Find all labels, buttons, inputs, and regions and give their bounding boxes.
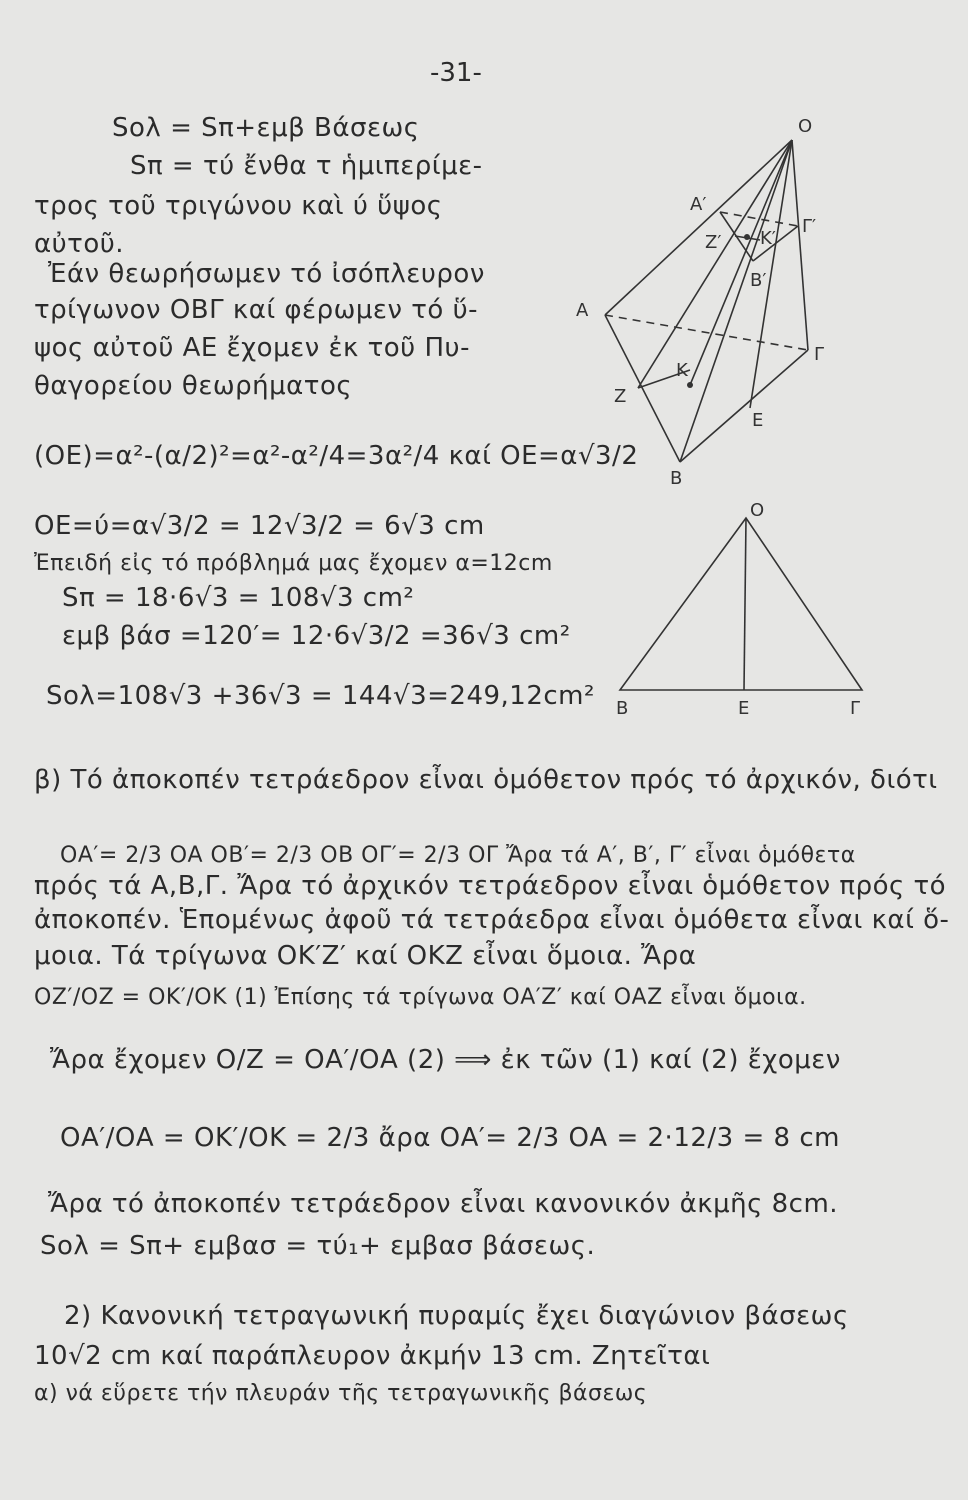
triangle-label-o: Ο [750,500,765,521]
text-line-given-a: Ἐπειδή εἰς τό πρόβλημά μας ἔχομεν α=12cm [34,551,553,576]
text-line-5: Ἐάν θεωρήσωμεν τό ἰσόπλευρον [48,259,485,289]
text-line-3: τρος τοῦ τριγώνου καὶ ύ ὕψος [34,191,443,221]
tetrahedron-figure [570,110,860,500]
formula-homothety: ΟΑ′= 2/3 ΟΑ ΟΒ′= 2/3 ΟΒ ΟΓ′= 2/3 ΟΓ Ἄρα τά Α′, Β′, Γ′ εἶναι ὁμόθετα [60,843,856,868]
text-line-edge-8cm: Ἄρα τό ἀποκοπέν τετράεδρον εἶναι κανονικόν ἀκμῆς 8cm. [48,1189,839,1219]
triangle-label-e: Ε [738,698,750,719]
triangle-figure [600,500,870,720]
label-k-prime: Κ′ [760,228,776,249]
formula-oe: ΟΕ=ύ=α√3/2 = 12√3/2 = 6√3 cm [34,511,485,541]
label-g: Γ [814,344,825,365]
problem-2-line-1: 2) Κανονική τετραγωνική πυραμίς ἔχει διαγώνιον βάσεως [64,1301,849,1331]
text-line-1: Sολ = Sπ+εμβ Βάσεως [112,113,420,143]
formula-ratio-2: Ἄρα ἔχομεν Ο/Ζ = ΟΑ′/ΟΑ (2) ⟹ ἐκ τῶν (1) καί (2) ἔχομεν [50,1045,841,1075]
formula-s-total-2: Sολ = Sπ+ εμβασ = τύ₁+ εμβασ βάσεως. [40,1231,596,1261]
problem-2-line-2: 10√2 cm καί παράπλευρον ἀκμήν 13 cm. Ζητεῖται [34,1341,711,1371]
text-line-19: μοια. Τά τρίγωνα ΟΚ′Ζ′ καί ΟΚΖ εἶναι ὅμοια. Ἄρα [34,941,697,971]
text-line-6: τρίγωνον ΟΒΓ καί φέρωμεν τό ὕ- [34,295,479,325]
label-b-prime: Β′ [750,270,767,291]
text-line-part-b: β) Τό ἀποκοπέν τετράεδρον εἶναι ὁμόθετον πρός τό ἀρχικόν, διότι [34,765,938,795]
formula-s-total: Sολ=108√3 +36√3 = 144√3=249,12cm² [46,681,595,711]
label-a: Α [576,300,589,321]
text-line-4: αὐτοῦ. [34,229,125,259]
text-line-7: ψος αὐτοῦ ΑΕ ἔχομεν ἐκ τοῦ Πυ- [34,333,470,363]
page-number: -31- [430,58,482,88]
label-a-prime: Α′ [690,194,707,215]
label-k: Κ [676,360,688,381]
formula-oe-squared: (ΟΕ)=α²-(α/2)²=α²-α²/4=3α²/4 καί ΟΕ=α√3/2 [34,441,639,471]
text-line-18: ἀποκοπέν. Ἑπομένως ἀφοῦ τά τετράεδρα εἶναι ὁμόθετα εἶναι καί ὅ- [34,905,950,935]
formula-sp: Sπ = 18·6√3 = 108√3 cm² [62,583,415,613]
formula-ratio-1: ΟΖ′/ΟΖ = ΟΚ′/ΟΚ (1) Ἐπίσης τά τρίγωνα ΟΑ′Ζ′ καί ΟΑΖ εἶναι ὅμοια. [34,985,807,1010]
label-z: Ζ [614,386,627,407]
formula-base-area: εμβ βάσ =120′= 12·6√3/2 =36√3 cm² [62,621,571,651]
text-line-2: Sπ = τύ ἔνθα τ ἡμιπερίμε- [130,151,483,181]
text-line-17: πρός τά Α,Β,Γ. Ἄρα τό ἀρχικόν τετράεδρον εἶναι ὁμόθετον πρός τό [34,871,947,901]
triangle-label-g: Γ [850,698,861,719]
label-o: Ο [798,116,813,137]
label-z-prime: Ζ′ [705,232,722,253]
problem-2-line-3: α) νά εὕρετε τήν πλευράν τῆς τετραγωνικῆς βάσεως [34,1381,648,1406]
label-e: Ε [752,410,764,431]
label-b: Β [670,468,683,489]
triangle-label-b: Β [616,698,629,719]
text-line-8: θαγορείου θεωρήματος [34,371,353,401]
label-g-prime: Γ′ [802,216,817,237]
formula-oa-prime: ΟΑ′/ΟΑ = ΟΚ′/ΟΚ = 2/3 ἄρα ΟΑ′= 2/3 ΟΑ = 2·12/3 = 8 cm [60,1123,840,1153]
